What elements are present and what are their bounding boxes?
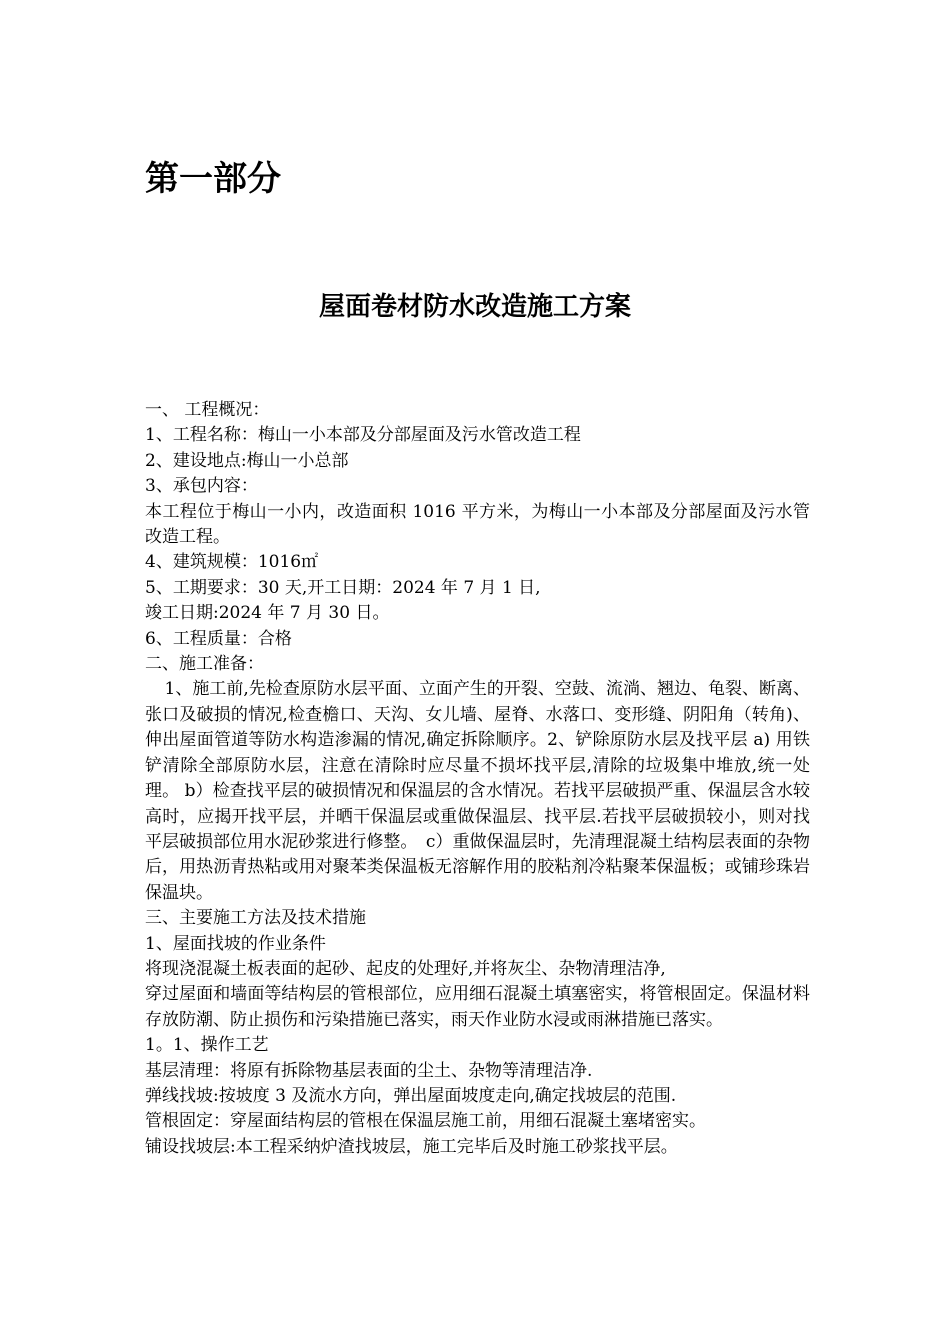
document-title: 屋面卷材防水改造施工方案: [318, 292, 631, 322]
part-title: 第一部分: [145, 159, 281, 199]
slope-condition-1: 将现浇混凝土板表面的起砂、起皮的处理好,并将灰尘、杂物清理洁净,: [145, 958, 666, 979]
process-slope-layer: 铺设找坡层:本工程采纳炉渣找坡层，施工完毕后及时施工砂浆找平层。: [145, 1136, 678, 1157]
section-heading-overview: 一、 工程概况：: [145, 400, 270, 420]
quality-requirement: 6、工程质量：合格: [145, 628, 292, 649]
preparation-text: 1、施工前,先检查原防水层平面、立面产生的开裂、空鼓、流淌、翘边、龟裂、断离、张口及破损的情况,检查檐口、天沟、女儿墙、屋脊、水落口、变形缝、阴阳角（转角)、伸出屋面管道等防水构造渗漏的情况,确定拆除顺序。2、铲除原防水层及找平层 a) 用铁铲清除全部原防水层，注意在清除时应尽量不损坏找平层,清除的垃圾集中堆放,统一处理。 b）检查找平层的破损情况和保温层的含水情况。若找平层破损严重、保温层含水较高时，应揭开找平层，并晒干保温层或重做保温层、找平层.若找平层破损较小，则对找平层破损部位用水泥砂浆进行修整。 c）重做保温层时，先清理混凝土结构层表面的杂物后，用热沥青热粘或用对聚苯类保温板无溶解作用的胶粘剂冷粘聚苯保温板；或铺珍珠岩保温块。: [145, 679, 810, 903]
section-heading-preparation: 二、施工准备：: [145, 654, 264, 675]
subheading-slope-conditions: 1、屋面找坡的作业条件: [145, 933, 326, 954]
project-name: 1、工程名称：梅山一小本部及分部屋面及污水管改造工程: [145, 425, 581, 446]
process-base-cleaning: 基层清理：将原有拆除物基层表面的尘土、杂物等清理洁净.: [145, 1060, 593, 1081]
document-body: [145, 398, 810, 1160]
building-scale: 4、建筑规模：1016㎡: [145, 552, 319, 573]
section-heading-methods: 三、主要施工方法及技术措施: [145, 908, 366, 929]
project-location: 2、建设地点:梅山一小总部: [145, 450, 349, 471]
subheading-process: 1。1、操作工艺: [145, 1035, 269, 1056]
process-pipe-fixing: 管根固定：穿屋面结构层的管根在保温层施工前，用细石混凝土塞堵密实。: [145, 1111, 706, 1132]
contract-scope-text: 本工程位于梅山一小内，改造面积 1016 平方米，为梅山一小本部及分部屋面及污水管改造工程。: [145, 501, 810, 548]
schedule-start: 5、工期要求：30 天,开工日期：2024 年 7 月 1 日,: [145, 577, 541, 598]
contract-scope-heading: 3、承包内容：: [145, 476, 258, 497]
slope-condition-2: 穿过屋面和墙面等结构层的管根部位，应用细石混凝土填塞密实，将管根固定。保温材料存放防潮、防止损伤和污染措施已落实，雨天作业防水浸或雨淋措施已落实。: [145, 984, 810, 1030]
schedule-end: 竣工日期:2024 年 7 月 30 日。: [145, 603, 390, 624]
process-slope-marking: 弹线找坡:按坡度 3 及流水方向，弹出屋面坡度走向,确定找坡层的范围.: [145, 1085, 677, 1106]
